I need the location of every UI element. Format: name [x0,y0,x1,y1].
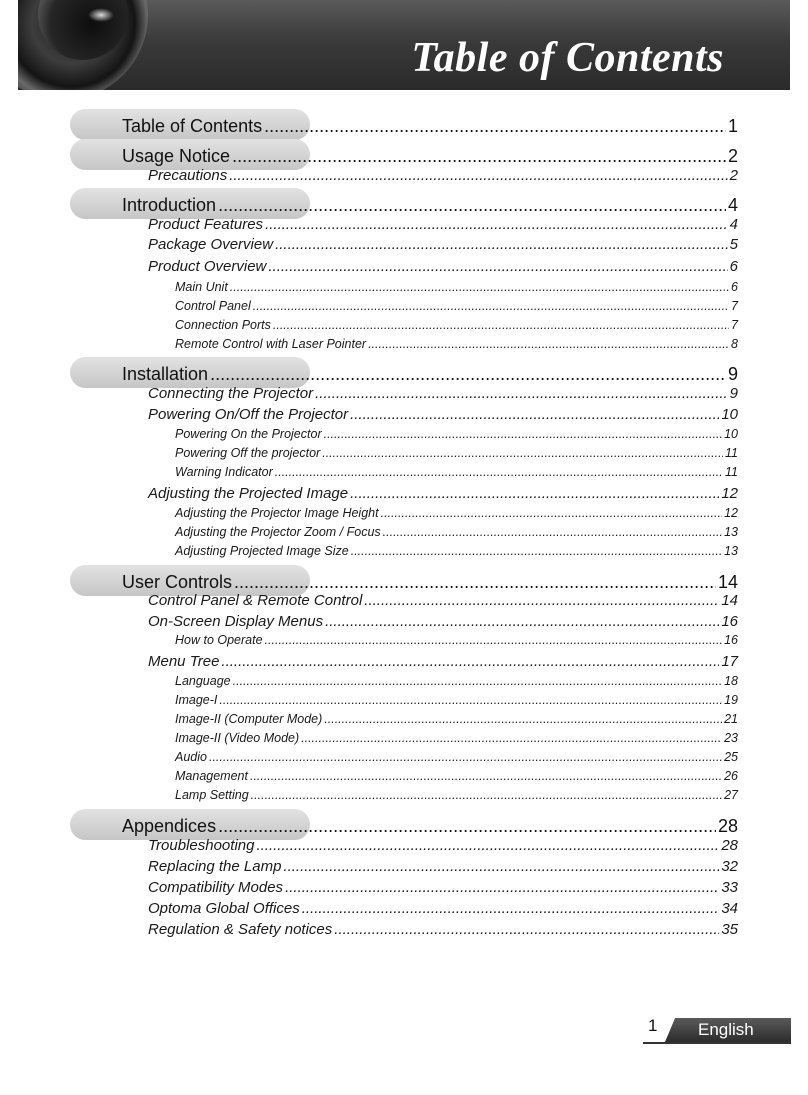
toc-entry-page: 35 [721,921,738,938]
toc-line [148,236,738,253]
toc-entry-title: Troubleshooting [148,837,255,854]
toc-line [175,674,738,688]
toc-entry-page: 10 [721,406,738,423]
toc-leader-dots [315,385,728,402]
toc-entry-title: Warning Indicator [175,465,273,479]
toc-leader-dots [302,900,720,917]
toc-entry-title: Remote Control with Laser Pointer [175,337,367,351]
toc-entry-title: Control Panel & Remote Control [148,592,363,609]
toc-line [175,337,738,351]
toc-entry-title: Image-II (Video Mode) [175,731,300,745]
toc-entry-title: Product Features [148,216,264,233]
toc-line [148,485,738,502]
toc-entry-page: 17 [721,653,738,670]
toc-leader-dots [285,879,719,896]
toc-entry-title: Image-II (Computer Mode) [175,712,323,726]
toc-leader-dots [381,506,723,520]
toc-entry-title: Image-I [175,693,218,707]
toc-entry-page: 16 [724,633,738,647]
toc-leader-dots [350,406,719,423]
page-title: Table of Contents [411,35,724,81]
toc-entry-title: Powering On/Off the Projector [148,406,349,423]
toc-leader-dots [233,674,722,688]
toc-line [175,731,738,745]
toc-line [175,693,738,707]
toc-entry-title: Usage Notice [122,146,231,166]
toc-leader-dots [209,750,722,764]
toc-leader-dots [268,258,727,275]
toc-entry-title: Optoma Global Offices [148,900,300,917]
toc-line [122,195,738,216]
toc-line [148,406,738,423]
toc-leader-dots [351,544,722,558]
toc-leader-dots [383,525,722,539]
toc-leader-dots [256,837,719,854]
toc-entry-title: On-Screen Display Menus [148,613,324,630]
toc-line [175,633,738,647]
toc-line [148,592,738,609]
toc-leader-dots [210,364,726,385]
toc-entry-title: Main Unit [175,280,228,294]
toc-entry-page: 32 [721,858,738,875]
toc-entry-title: Adjusting the Projector Zoom / Focus [175,525,381,539]
toc-leader-dots [253,299,729,313]
toc-line [148,879,738,896]
toc-line [122,116,738,137]
toc-leader-dots [324,427,722,441]
toc-line [148,837,738,854]
toc-entry-title: Introduction [122,195,217,215]
toc-entry-title: Table of Contents [122,116,263,136]
footer-rule [643,1042,791,1044]
toc-entry-title: Adjusting the Projector Image Height [175,506,379,520]
toc-leader-dots [275,236,728,253]
toc-leader-dots [322,446,723,460]
toc-leader-dots [265,216,728,233]
toc-entry-page: 2 [727,146,738,166]
toc-entry-title: How to Operate [175,633,263,647]
toc-entry-title: Product Overview [148,258,267,275]
toc-line [175,506,738,520]
toc-entry-title: Adjusting Projected Image Size [175,544,349,558]
toc-line [148,258,738,275]
toc-leader-dots [265,633,723,647]
toc-entry-page: 6 [729,258,738,275]
toc-entry-page: 33 [721,879,738,896]
toc-line [175,299,738,313]
toc-leader-dots [301,731,722,745]
toc-leader-dots [324,712,722,726]
toc-entry-page: 6 [731,280,738,294]
toc-entry-page: 23 [724,731,738,745]
toc-leader-dots [229,167,727,184]
toc-leader-dots [325,613,719,630]
toc-entry-title: Control Panel [175,299,251,313]
toc-leader-dots [230,280,729,294]
footer-page-number: 1 [648,1016,658,1035]
toc-line [148,900,738,917]
toc-line [175,788,738,802]
toc-line [148,858,738,875]
toc-entry-page: 21 [724,712,738,726]
toc-line [175,465,738,479]
toc-entry-title: Powering Off the projector [175,446,321,460]
toc-entry-title: Powering On the Projector [175,427,322,441]
toc-entry-title: Adjusting the Projected Image [148,485,349,502]
toc-line [148,167,738,184]
toc-entry-page: 12 [721,485,738,502]
toc-entry-page: 14 [717,572,738,592]
toc-entry-page: 28 [717,816,738,836]
toc-entry-page: 2 [729,167,738,184]
toc-line [148,385,738,402]
toc-entry-page: 11 [725,465,738,479]
toc-entry-page: 7 [731,318,738,332]
toc-entry-page: 13 [724,525,738,539]
toc-entry-page: 28 [721,837,738,854]
toc-line [122,816,738,837]
toc-leader-dots [283,858,719,875]
toc-entry-page: 26 [724,769,738,783]
toc-line [175,427,738,441]
toc-line [122,146,738,167]
lens-glint [88,8,114,22]
header-banner [18,0,790,90]
toc-line [175,750,738,764]
toc-entry-title: Language [175,674,231,688]
toc-entry-page: 9 [729,385,738,402]
toc-line [122,364,738,385]
toc-entry-page: 8 [731,337,738,351]
toc-entry-title: Menu Tree [148,653,220,670]
toc-entry-page: 10 [724,427,738,441]
toc-leader-dots [273,318,729,332]
toc-entry-page: 25 [724,750,738,764]
toc-entry-title: Management [175,769,248,783]
toc-entry-page: 34 [721,900,738,917]
toc-entry-title: Appendices [122,816,217,836]
toc-entry-page: 4 [729,216,738,233]
toc-entry-title: Regulation & Safety notices [148,921,333,938]
toc-leader-dots [218,195,726,216]
toc-line [175,769,738,783]
toc-entry-title: Lamp Setting [175,788,249,802]
toc-leader-dots [350,485,719,502]
toc-leader-dots [250,769,722,783]
toc-entry-page: 13 [724,544,738,558]
toc-leader-dots [334,921,719,938]
toc-entry-page: 14 [721,592,738,609]
toc-line [175,280,738,294]
toc-entry-page: 9 [727,364,738,384]
toc-line [148,653,738,670]
toc-line [175,712,738,726]
toc-leader-dots [219,693,722,707]
toc-entry-page: 12 [724,506,738,520]
toc-line [175,318,738,332]
toc-entry-page: 5 [729,236,738,253]
toc-line [148,216,738,233]
toc-entry-page: 16 [721,613,738,630]
toc-leader-dots [251,788,722,802]
toc-entry-title: Installation [122,364,209,384]
toc-leader-dots [264,116,726,137]
toc-entry-title: Replacing the Lamp [148,858,282,875]
toc-leader-dots [218,816,716,837]
toc-entry-page: 11 [725,446,738,460]
toc-entry-page: 27 [724,788,738,802]
toc-entry-title: Package Overview [148,236,274,253]
toc-entry-title: Audio [175,750,207,764]
toc-line [148,613,738,630]
toc-entry-title: User Controls [122,572,233,592]
toc-entry-title: Connection Ports [175,318,271,332]
toc-entry-title: Compatibility Modes [148,879,284,896]
toc-leader-dots [368,337,729,351]
toc-entry-title: Connecting the Projector [148,385,314,402]
toc-leader-dots [221,653,719,670]
toc-entry-page: 19 [724,693,738,707]
toc-entry[interactable] [0,112,808,140]
toc-line [175,544,738,558]
toc-leader-dots [232,146,726,167]
toc-line [148,921,738,938]
toc-leader-dots [275,465,723,479]
toc-entry-page: 4 [727,195,738,215]
toc-entry-page: 18 [724,674,738,688]
toc-entry-page: 1 [727,116,738,136]
toc-line [175,446,738,460]
toc-leader-dots [364,592,719,609]
toc-entry[interactable] [0,919,808,947]
toc-entry-page: 7 [731,299,738,313]
toc-entry-title: Precautions [148,167,228,184]
footer-language-label: English [698,1020,754,1039]
toc-line [175,525,738,539]
